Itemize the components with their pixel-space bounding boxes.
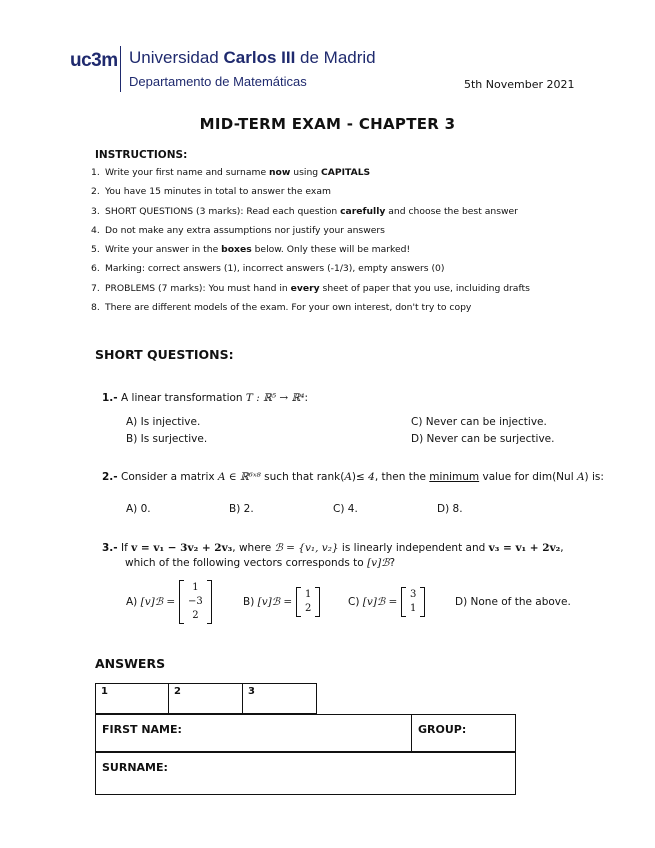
answer-box-label: 2 xyxy=(174,686,181,697)
question-number: 2.- xyxy=(102,471,118,483)
group-label: GROUP: xyxy=(418,723,467,736)
first-name-label: FIRST NAME: xyxy=(102,723,182,736)
question-math: v = v₁ − 3v₂ + 2v₃ xyxy=(131,542,233,554)
question-number: 3.- xyxy=(102,542,118,554)
q1-option-c: C) Never can be injective. xyxy=(411,416,547,428)
department-name: Departamento de Matemáticas xyxy=(129,74,307,89)
question-math: [v]ℬ xyxy=(367,557,390,569)
answer-box-label: 3 xyxy=(248,686,255,697)
uc3m-logo: uc3m xyxy=(70,50,118,71)
matrix-entry: 2 xyxy=(192,610,199,621)
surname-label: SURNAME: xyxy=(102,761,168,774)
question-number: 1.- xyxy=(102,392,118,404)
instruction-text: SHORT QUESTIONS (3 marks): Read each question xyxy=(105,205,341,217)
instructions-list xyxy=(91,167,611,321)
instruction-text: PROBLEMS (7 marks): You must hand in xyxy=(105,282,291,294)
group-field[interactable] xyxy=(411,714,516,752)
instruction-text: There are different models of the exam. For your own interest, don't try to copy xyxy=(105,302,472,314)
question-text: ) is: xyxy=(584,471,604,483)
q3-option-b-letter: B) xyxy=(243,596,258,608)
question-math: v₃ = v₁ + 2v₂ xyxy=(488,542,561,554)
instruction-item xyxy=(91,206,611,225)
question-math: A xyxy=(576,471,585,483)
question-math: T : ℝ⁵ → ℝ⁴ xyxy=(245,392,305,404)
question-math: 4 xyxy=(368,471,375,483)
matrix-entry: 1 xyxy=(192,582,199,593)
instruction-item xyxy=(91,244,611,263)
exam-date: 5th November 2021 xyxy=(464,78,575,91)
instruction-text: below. Only these will be marked! xyxy=(251,244,411,256)
instruction-bold: boxes xyxy=(221,244,252,256)
q1-option-b: B) Is surjective. xyxy=(126,433,208,445)
matrix-entry: 1 xyxy=(410,603,417,614)
question-text: value for dim(Nul xyxy=(479,471,577,483)
question-math: A xyxy=(344,471,352,483)
instruction-text: using xyxy=(290,167,322,178)
instruction-bold: every xyxy=(290,282,320,294)
question-text: ? xyxy=(389,557,396,569)
instruction-item xyxy=(91,283,611,302)
instruction-item xyxy=(91,167,611,186)
question-text: Consider a matrix xyxy=(121,471,218,483)
instruction-item xyxy=(91,225,611,244)
question-3-line-2 xyxy=(125,557,395,569)
question-text: If xyxy=(121,542,132,554)
question-text: )≤ xyxy=(351,471,369,483)
surname-field[interactable] xyxy=(95,752,516,795)
q3-option-c-letter: C) xyxy=(348,596,363,608)
matrix-entry: 2 xyxy=(305,603,312,614)
university-name-bold: Carlos III xyxy=(223,48,296,67)
question-math: A ∈ ℝ⁶ˣ⁸ xyxy=(217,471,261,483)
page-title: MID-TERM EXAM - CHAPTER 3 xyxy=(199,115,456,133)
instruction-number: 2. xyxy=(91,186,100,198)
instruction-bold: carefully xyxy=(340,205,386,217)
q1-option-a: A) Is injective. xyxy=(126,416,201,428)
instruction-text: and choose the best answer xyxy=(385,205,518,217)
question-text-end: : xyxy=(304,392,309,404)
question-text: is linearly independent and xyxy=(338,542,489,554)
instruction-text: Write your first name and surname xyxy=(105,167,270,178)
question-text: such that rank( xyxy=(260,471,345,483)
short-questions-heading: SHORT QUESTIONS: xyxy=(95,347,234,362)
instruction-text: Marking: correct answers (1), incorrect answers (-1/3), empty answers (0) xyxy=(105,263,445,275)
instruction-number: 6. xyxy=(91,263,100,275)
question-1 xyxy=(102,392,308,404)
q3-matrix-c xyxy=(401,587,425,617)
instruction-text: You have 15 minutes in total to answer the exam xyxy=(105,186,331,198)
q3-option-b-vector: [v]ℬ = xyxy=(257,596,293,608)
question-text: which of the following vectors corresponds to xyxy=(125,557,368,569)
instruction-number: 1. xyxy=(91,167,100,178)
instruction-number: 4. xyxy=(91,224,100,236)
q3-option-a-vector: [v]ℬ = xyxy=(140,596,176,608)
q3-option-a-label xyxy=(126,596,175,608)
matrix-entry: 3 xyxy=(410,589,417,600)
question-text: , xyxy=(560,542,564,554)
university-name-prefix: Universidad xyxy=(129,48,224,67)
q2-option-c: C) 4. xyxy=(333,503,358,515)
instruction-bold: now xyxy=(269,167,291,178)
university-name-suffix: de Madrid xyxy=(295,48,376,67)
instructions-heading: INSTRUCTIONS: xyxy=(95,149,188,161)
q1-option-d: D) Never can be surjective. xyxy=(411,433,555,445)
instruction-item xyxy=(91,302,611,321)
instruction-text: sheet of paper that you use, incluiding drafts xyxy=(319,282,530,294)
q3-option-c-label xyxy=(348,596,397,608)
instruction-number: 8. xyxy=(91,302,100,314)
instruction-item xyxy=(91,186,611,205)
q3-option-c-vector: [v]ℬ = xyxy=(362,596,398,608)
instruction-number: 3. xyxy=(91,205,100,217)
answer-box-1[interactable] xyxy=(95,683,169,714)
question-text: A linear transformation xyxy=(121,392,246,404)
question-2 xyxy=(102,471,604,483)
matrix-entry: −3 xyxy=(188,596,203,607)
q3-option-b-label xyxy=(243,596,292,608)
q2-option-a: A) 0. xyxy=(126,503,151,515)
instruction-number: 7. xyxy=(91,282,100,294)
q2-option-b: B) 2. xyxy=(229,503,254,515)
answers-heading: ANSWERS xyxy=(95,656,166,671)
instruction-bold: CAPITALS xyxy=(321,167,371,178)
university-name xyxy=(129,48,376,68)
first-name-field[interactable] xyxy=(95,714,412,752)
logo-separator xyxy=(120,46,121,92)
instruction-text: Do not make any extra assumptions nor justify your answers xyxy=(105,224,385,236)
answer-box-label: 1 xyxy=(101,686,108,697)
matrix-entry: 1 xyxy=(305,589,312,600)
question-3 xyxy=(102,542,564,554)
q3-matrix-a xyxy=(179,580,212,624)
question-underlined: minimum xyxy=(429,471,480,483)
instruction-item xyxy=(91,263,611,282)
instruction-text: Write your answer in the xyxy=(105,244,222,256)
q3-option-a-letter: A) xyxy=(126,596,141,608)
answer-box-2[interactable] xyxy=(168,683,243,714)
answer-box-3[interactable] xyxy=(242,683,317,714)
q2-option-d: D) 8. xyxy=(437,503,463,515)
q3-option-d: D) None of the above. xyxy=(455,596,571,608)
question-text: , where xyxy=(232,542,275,554)
instruction-number: 5. xyxy=(91,244,100,256)
q3-matrix-b xyxy=(296,587,320,617)
question-math: ℬ = {v₁, v₂} xyxy=(274,542,339,554)
question-text: , then the xyxy=(374,471,430,483)
